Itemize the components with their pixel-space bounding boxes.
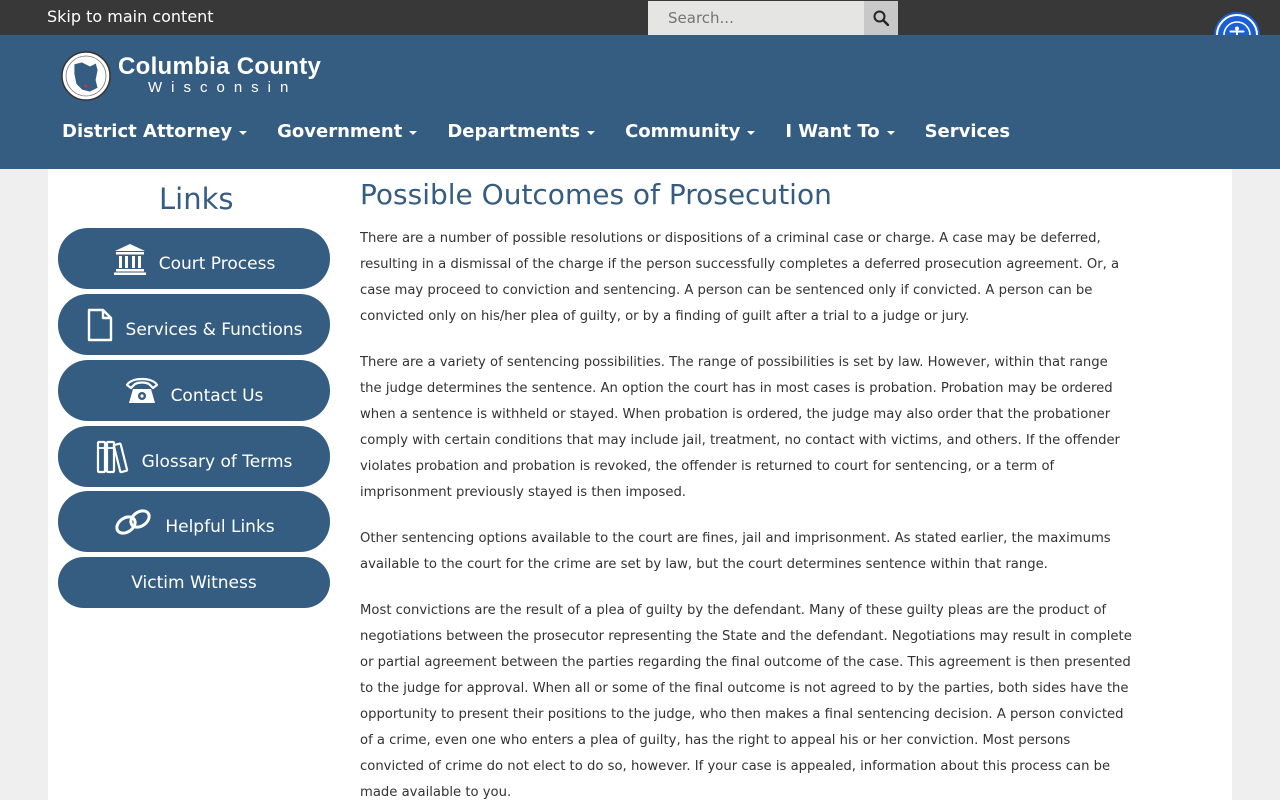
books-icon xyxy=(96,440,130,474)
article-paragraph: There are a number of possible resolutions or dispositions of a criminal case or charge. A case may be deferred, resulting in a dismissal of the charge if the person successfully completes a deferred prosecution agreement. Or, a case may proceed to conviction and sentencing. A person can be sentenced only if convicted. A person can be convicted only on his/her plea of guilty, or by a finding of guilt after a trial to a judge or jury. xyxy=(360,231,1120,324)
article-paragraph: There are a variety of sentencing possibilities. The range of possibilities is set by law. However, within that range the judge determines the sentence. An option the court has in most cases is probation. Probation may be ordered when a sentence is withheld or stayed. When probation is ordered, the judge may also order that the probationer comply with certain conditions that may include jail, treatment, no contact with victims, and others. If the offender violates probation and probation is revoked, the offender is returned to court for sentencing, or a term of imprisonment previously stayed is then imposed. xyxy=(360,355,1120,500)
page-title: Possible Outcomes of Prosecution xyxy=(360,178,832,211)
button-label: Contact Us xyxy=(170,385,264,406)
contact-us-button[interactable] xyxy=(58,360,330,421)
caret-down-icon xyxy=(239,131,247,135)
button-label: Glossary of Terms xyxy=(141,451,293,472)
search-button[interactable] xyxy=(864,1,898,35)
button-label: Court Process xyxy=(158,253,276,274)
site-header xyxy=(0,35,1280,169)
glossary-of-terms-button[interactable] xyxy=(58,426,330,487)
document-icon xyxy=(86,308,114,342)
nav-i-want-to[interactable] xyxy=(785,121,894,142)
nav-label: District Attorney xyxy=(62,121,233,142)
victim-witness-button[interactable] xyxy=(58,557,330,608)
main-navigation xyxy=(62,121,1040,142)
phone-icon xyxy=(125,375,159,407)
services-functions-button[interactable] xyxy=(58,294,330,355)
nav-label: Community xyxy=(625,121,741,142)
button-label: Services & Functions xyxy=(125,319,303,340)
nav-district-attorney[interactable] xyxy=(62,121,247,142)
button-label: Helpful Links xyxy=(165,516,275,537)
court-process-button[interactable] xyxy=(58,228,330,289)
courthouse-icon xyxy=(113,242,147,276)
logo-title[interactable]: Columbia County xyxy=(118,53,322,80)
nav-departments[interactable] xyxy=(447,121,595,142)
nav-community[interactable] xyxy=(625,121,755,142)
link-icon xyxy=(113,506,153,538)
skip-to-main-link[interactable]: Skip to main content xyxy=(47,7,214,26)
helpful-links-button[interactable] xyxy=(58,491,330,552)
button-label: Victim Witness xyxy=(131,572,257,593)
search-icon xyxy=(873,10,889,26)
caret-down-icon xyxy=(587,131,595,135)
caret-down-icon xyxy=(747,131,755,135)
logo-subtitle: Wisconsin xyxy=(148,79,298,96)
nav-label: Services xyxy=(924,121,1011,142)
nav-services[interactable] xyxy=(925,121,1011,142)
nav-label: Government xyxy=(277,121,403,142)
nav-government[interactable] xyxy=(277,121,417,142)
article-paragraph: Most convictions are the result of a plea of guilty by the defendant. Many of these guilty pleas are the product of negotiations between the prosecutor representing the State and the defendant. Negotiations may result in complete or partial agreement between the parties regarding the final outcome of the case. This agreement is then presented to the judge for approval. When all or some of the final outcome is not agreed to by the parties, both sides have the opportunity to present their positions to the judge, who then makes a final sentencing decision. A person convicted of a crime, even one who enters a plea of guilty, has the right to appeal his or her conviction. Most persons convicted of crime do not elect to do so, however. If your case is appealed, information about this process can be made available to you. xyxy=(360,603,1132,800)
top-utility-bar xyxy=(0,0,1280,35)
county-seal-logo[interactable] xyxy=(60,50,112,102)
article-paragraph: Other sentencing options available to the court are fines, jail and imprisonment. As stated earlier, the maximums available to the court for the crime are set by law, but the court determines sentence within that range. xyxy=(360,531,1111,572)
article-body xyxy=(360,226,1132,800)
nav-label: I Want To xyxy=(785,121,880,142)
nav-label: Departments xyxy=(447,121,581,142)
caret-down-icon xyxy=(409,131,417,135)
search-input[interactable] xyxy=(648,1,864,35)
caret-down-icon xyxy=(887,131,895,135)
sidebar-title: Links xyxy=(159,182,234,216)
